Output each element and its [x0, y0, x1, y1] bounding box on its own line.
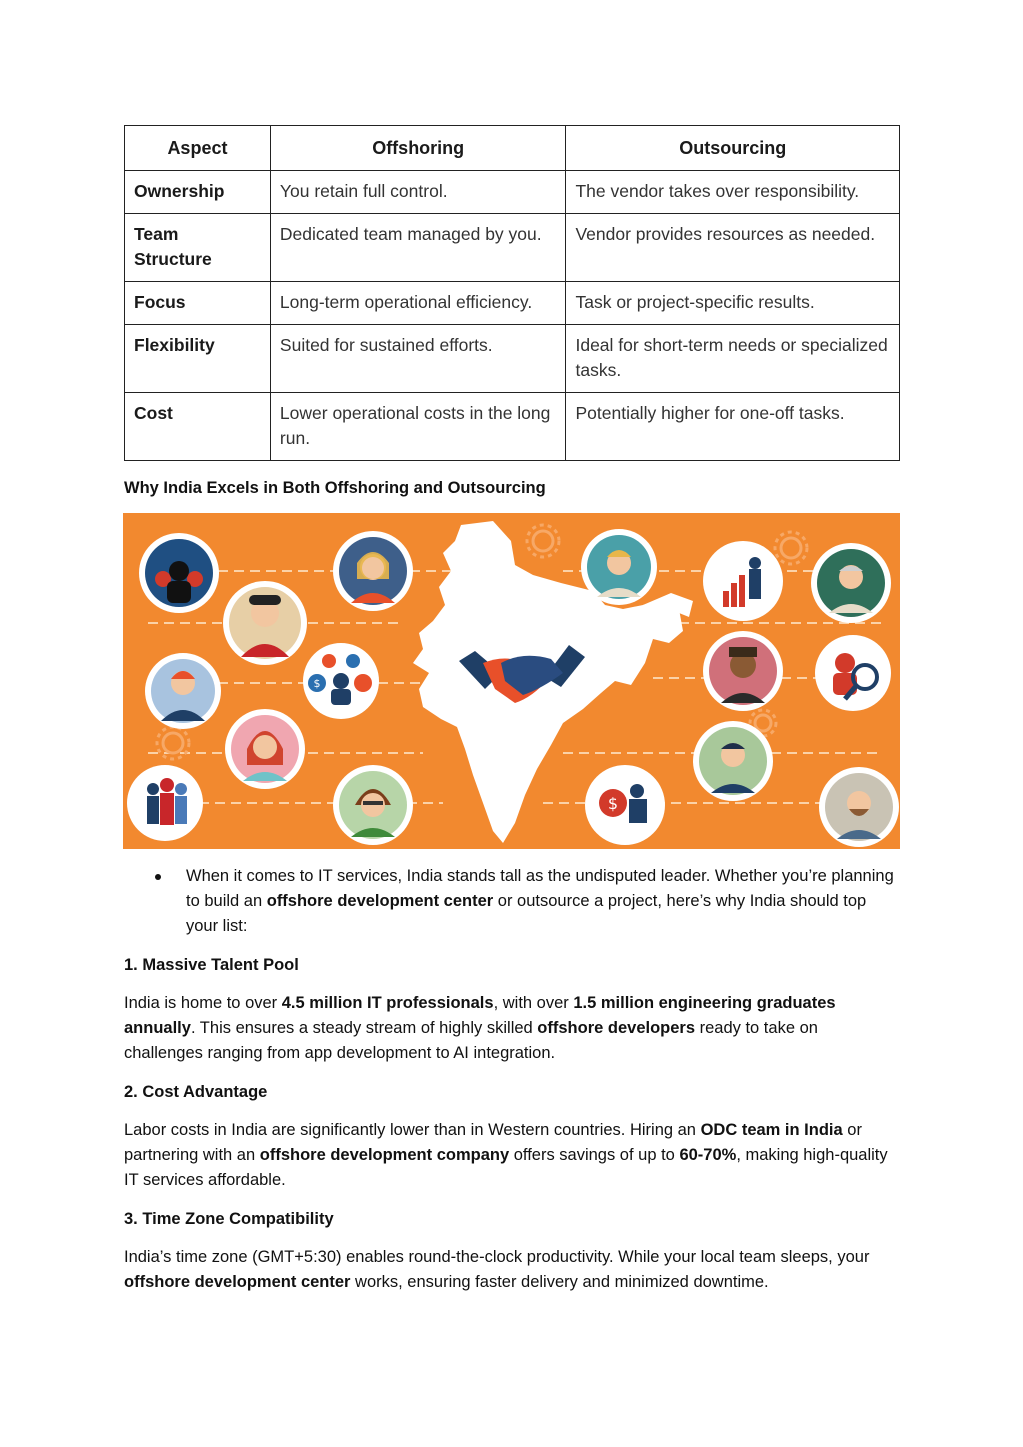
avatar — [693, 721, 773, 801]
header-aspect: Aspect — [125, 126, 271, 171]
text-span: India’s time zone (GMT+5:30) enables round-the-clock productivity. While your local team sleeps, your — [124, 1248, 870, 1266]
table-row — [125, 393, 900, 461]
section-cost-advantage — [124, 1080, 900, 1105]
avatar — [819, 767, 899, 847]
magnifier-person-icon — [815, 635, 891, 711]
business-team-icon — [303, 643, 379, 719]
bold-span: 1.5 million engineering graduates annually — [124, 994, 836, 1037]
paragraph-talent-pool — [124, 991, 900, 1066]
row-offshoring: Dedicated team managed by you. — [270, 214, 566, 282]
row-outsourcing: Vendor provides resources as needed. — [566, 214, 900, 282]
section-heading: 1. Massive Talent Pool — [124, 956, 299, 974]
avatar — [333, 765, 413, 845]
section-heading: Why India Excels in Both Offshoring and Outsourcing — [124, 479, 546, 497]
bullet-text: When it comes to IT services, India stands tall as the undisputed leader. Whether you’re planning to build an — [186, 867, 894, 910]
section-heading: 2. Cost Advantage — [124, 1083, 268, 1101]
text-span: ready to take on challenges ranging from app development to AI integration. — [124, 1019, 818, 1062]
row-aspect: Focus — [125, 282, 271, 325]
table-row — [125, 171, 900, 214]
row-outsourcing: Ideal for short-term needs or specialized tasks. — [566, 325, 900, 393]
bold-span: offshore developers — [537, 1019, 696, 1037]
avatar — [333, 531, 413, 611]
section-talent-pool — [124, 953, 900, 978]
text-span: , with over — [493, 994, 574, 1012]
business-team-icon — [127, 765, 203, 841]
table-header-row — [125, 126, 900, 171]
text-span: India is home to over — [124, 994, 282, 1012]
row-aspect-text: Team Structure — [134, 224, 212, 269]
intro-bullet-list — [124, 864, 900, 939]
section-heading-block — [124, 476, 900, 501]
section-time-zone — [124, 1207, 900, 1232]
bullet-bold: offshore development center — [266, 892, 494, 910]
text-span: , making high-quality IT services affordable. — [124, 1146, 888, 1189]
text-span: offers savings of up to — [509, 1146, 680, 1164]
row-offshoring: Lower operational costs in the long run. — [270, 393, 566, 461]
row-outsourcing: Task or project-specific results. — [566, 282, 900, 325]
comparison-table — [124, 125, 900, 461]
avatar — [145, 653, 221, 729]
row-outsourcing: The vendor takes over responsibility. — [566, 171, 900, 214]
india-outsourcing-illustration — [123, 513, 900, 849]
row-offshoring: Long-term operational efficiency. — [270, 282, 566, 325]
header-offshoring: Offshoring — [270, 126, 566, 171]
row-offshoring: Suited for sustained efforts. — [270, 325, 566, 393]
avatar — [223, 581, 307, 665]
table-row — [125, 282, 900, 325]
dollar-coin-icon — [585, 765, 665, 845]
avatar — [139, 533, 219, 613]
row-aspect: Flexibility — [125, 325, 271, 393]
bold-span: offshore development center — [124, 1273, 351, 1291]
header-outsourcing: Outsourcing — [566, 126, 900, 171]
paragraph-time-zone — [124, 1245, 900, 1295]
row-aspect: Cost — [125, 393, 271, 461]
avatar — [225, 709, 305, 789]
text-span: or partnering with an — [124, 1121, 862, 1164]
bold-span: 4.5 million IT professionals — [281, 994, 494, 1012]
bold-span: offshore development company — [259, 1146, 510, 1164]
avatar — [811, 543, 891, 623]
bullet-icon — [155, 874, 161, 880]
illustration-svg — [123, 513, 900, 849]
growth-chart-icon — [703, 541, 783, 621]
row-aspect: Ownership — [125, 171, 271, 214]
text-span: . This ensures a steady stream of highly skilled — [190, 1019, 538, 1037]
svg-text:$: $ — [607, 794, 619, 813]
row-offshoring: You retain full control. — [270, 171, 566, 214]
text-span: works, ensuring faster delivery and minimized downtime. — [350, 1273, 769, 1291]
list-item — [124, 864, 900, 939]
table-row — [125, 214, 900, 282]
svg-text:$: $ — [313, 677, 321, 690]
section-heading: 3. Time Zone Compatibility — [124, 1210, 334, 1228]
bold-span: 60-70% — [679, 1146, 737, 1164]
bold-span: ODC team in India — [700, 1121, 843, 1139]
paragraph-cost-advantage — [124, 1118, 900, 1193]
row-outsourcing: Potentially higher for one-off tasks. — [566, 393, 900, 461]
bullet-text: or outsource a project, here’s why India should top your list: — [186, 892, 867, 935]
avatar — [581, 529, 657, 605]
row-aspect — [125, 214, 271, 282]
avatar — [703, 631, 783, 711]
text-span: Labor costs in India are significantly lower than in Western countries. Hiring an — [124, 1121, 701, 1139]
table-row — [125, 325, 900, 393]
